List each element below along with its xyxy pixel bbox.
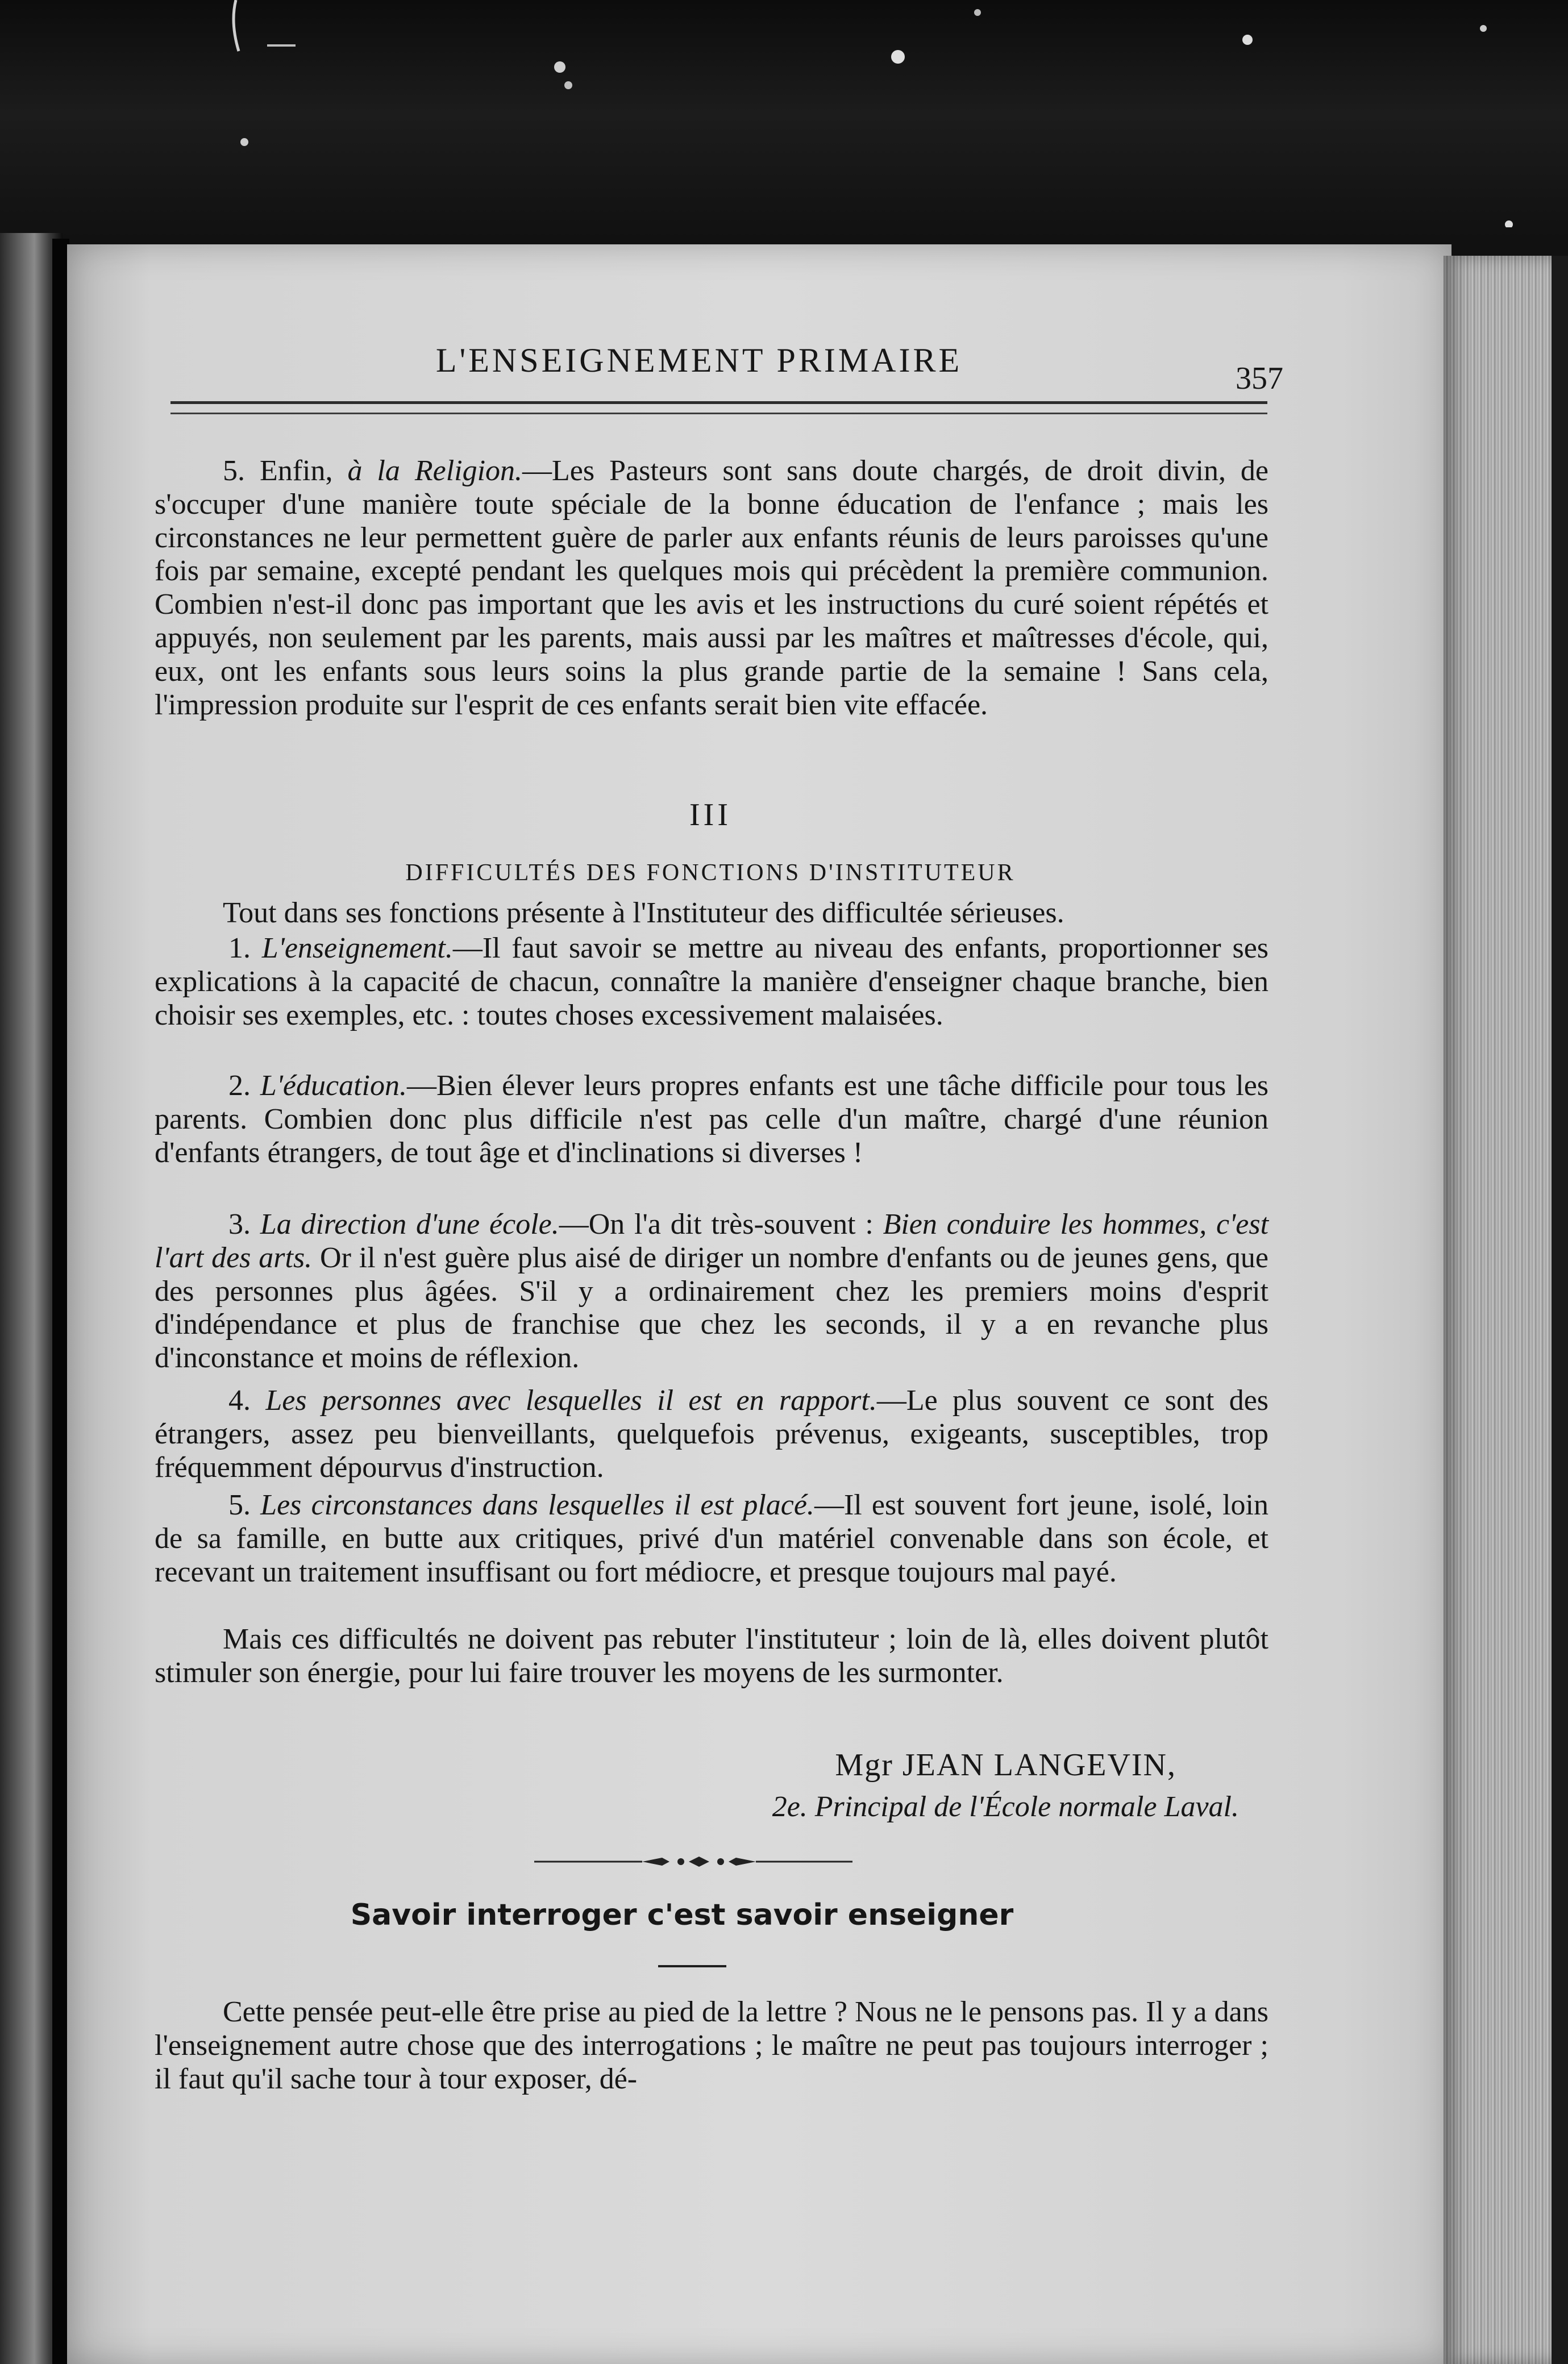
item-text: —Il faut savoir se mettre au niveau des enfants, proportionner ses explications à la capacité de chacun, connaître la manière d'enseigner chaque branche, bien choisir ses exemples, etc. : toutes choses excessivement malaisées. — [155, 932, 1269, 1031]
item-number: 4. — [228, 1384, 266, 1417]
item-heading: à la Religion. — [347, 455, 523, 487]
running-head-title: L'ENSEIGNEMENT PRIMAIRE — [435, 342, 963, 379]
item-number: 5. — [228, 1489, 261, 1521]
section-number: III — [689, 797, 731, 833]
item-text: —Les Pasteurs sont sans doute chargés, de droit divin, de s'occuper d'une manière toute spéciale de la bonne éducation de l'enfance ; mais les circonstances ne leur permettent guère de parler aux enfants réunis de leurs paroisses qu'une fois par semaine, excepté pendant les quelques mois qui précèdent la première communion. Combien n'est-il donc pas important que les avis et les instructions du curé soient répétés et appuyés, non seulement par les parents, mais aussi par les maîtres et maîtresses d'école, qui, eux, ont les enfants sous leurs soins la plus grande partie de la semaine ! Sans cela, l'impression produite sur l'esprit de ces enfants serait bien vite effacée. — [155, 455, 1269, 721]
item-personnes — [155, 1384, 1268, 1484]
item-text-before: —On l'a dit très-souvent : — [559, 1208, 883, 1241]
header-rule-thin — [170, 413, 1267, 414]
item-text: —Bien élever leurs propres enfants est une tâche difficile pour tous les parents. Combien donc plus difficile n'est pas celle d'un maître, chargé d'une réunion d'enfants étrangers, de tout âge et d'inclinations si diverses ! — [155, 1069, 1269, 1169]
intro-text: Tout dans ses fonctions présente à l'Instituteur des difficultée sérieuses. — [223, 897, 1064, 929]
article-text: Cette pensée peut-elle être prise au pied de la lettre ? Nous ne le pensons pas. Il y a dans l'enseignement autre chose que des interrogations ; le maître ne peut pas toujours interroger ; il faut qu'il sache tour à tour exposer, dé- — [155, 1996, 1268, 2095]
section-intro — [155, 897, 1268, 930]
header-rule — [170, 401, 1267, 404]
separator-ornament — [534, 1850, 852, 1873]
item-heading: La direction d'une école. — [260, 1208, 559, 1241]
item-text: Or il n'est guère plus aisé de diriger un nombre d'enfants ou de jeunes gens, que des personnes plus âgées. S'il y a ordinairement chez les premiers moins d'esprit d'indépendance et plus de franchise que chez les seconds, il y a en revanche plus d'inconstance et moins de réflexion. — [155, 1241, 1268, 1375]
section-conclusion — [155, 1623, 1268, 1690]
signature-name: Mgr JEAN LANGEVIN, — [835, 1747, 1176, 1783]
item-circonstances — [155, 1489, 1268, 1589]
item-direction — [155, 1208, 1268, 1375]
item-education — [155, 1069, 1268, 1169]
item-number: 1. — [228, 932, 262, 964]
page-number: 357 — [1236, 361, 1283, 396]
item-text: —Il est souvent fort jeune, isolé, loin de sa famille, en butte aux critiques, privé d'un matériel convenable dans son école, et recevant un traitement insuffisant ou fort médiocre, et presque toujours mal payé. — [155, 1489, 1268, 1588]
item-text: —Le plus souvent ce sont des étrangers, assez peu bienveillants, quelquefois prévenus, exigeants, susceptibles, trop fréquemment dépourvus d'instruction. — [155, 1384, 1269, 1484]
article-title: Savoir interroger c'est savoir enseigner — [350, 1898, 1014, 1932]
item-heading: L'enseignement. — [261, 932, 453, 964]
item-number: 3. — [228, 1208, 260, 1241]
paragraph-religion — [155, 455, 1268, 722]
section-title: DIFFICULTÉS DES FONCTIONS D'INSTITUTEUR — [405, 860, 1016, 886]
item-number: 2. — [228, 1069, 260, 1102]
item-heading: L'éducation. — [260, 1069, 407, 1102]
signature-title: 2e. Principal de l'École normale Laval. — [772, 1791, 1239, 1823]
item-heading: Les personnes avec lesquelles il est en rapport. — [265, 1384, 877, 1417]
item-quote: Bien conduire les hommes, c'est l'art des arts. — [155, 1208, 1269, 1274]
item-heading: Les circonstances dans lesquelles il est placé. — [260, 1489, 814, 1521]
title-rule — [658, 1965, 726, 1967]
article-paragraph — [155, 1996, 1268, 2096]
item-enseignement — [155, 932, 1268, 1032]
conclusion-text: Mais ces difficultés ne doivent pas rebuter l'instituteur ; loin de là, elles doivent plutôt stimuler son énergie, pour lui faire trouver les moyens de les surmonter. — [155, 1623, 1268, 1689]
item-number: 5. Enfin, — [223, 455, 348, 487]
